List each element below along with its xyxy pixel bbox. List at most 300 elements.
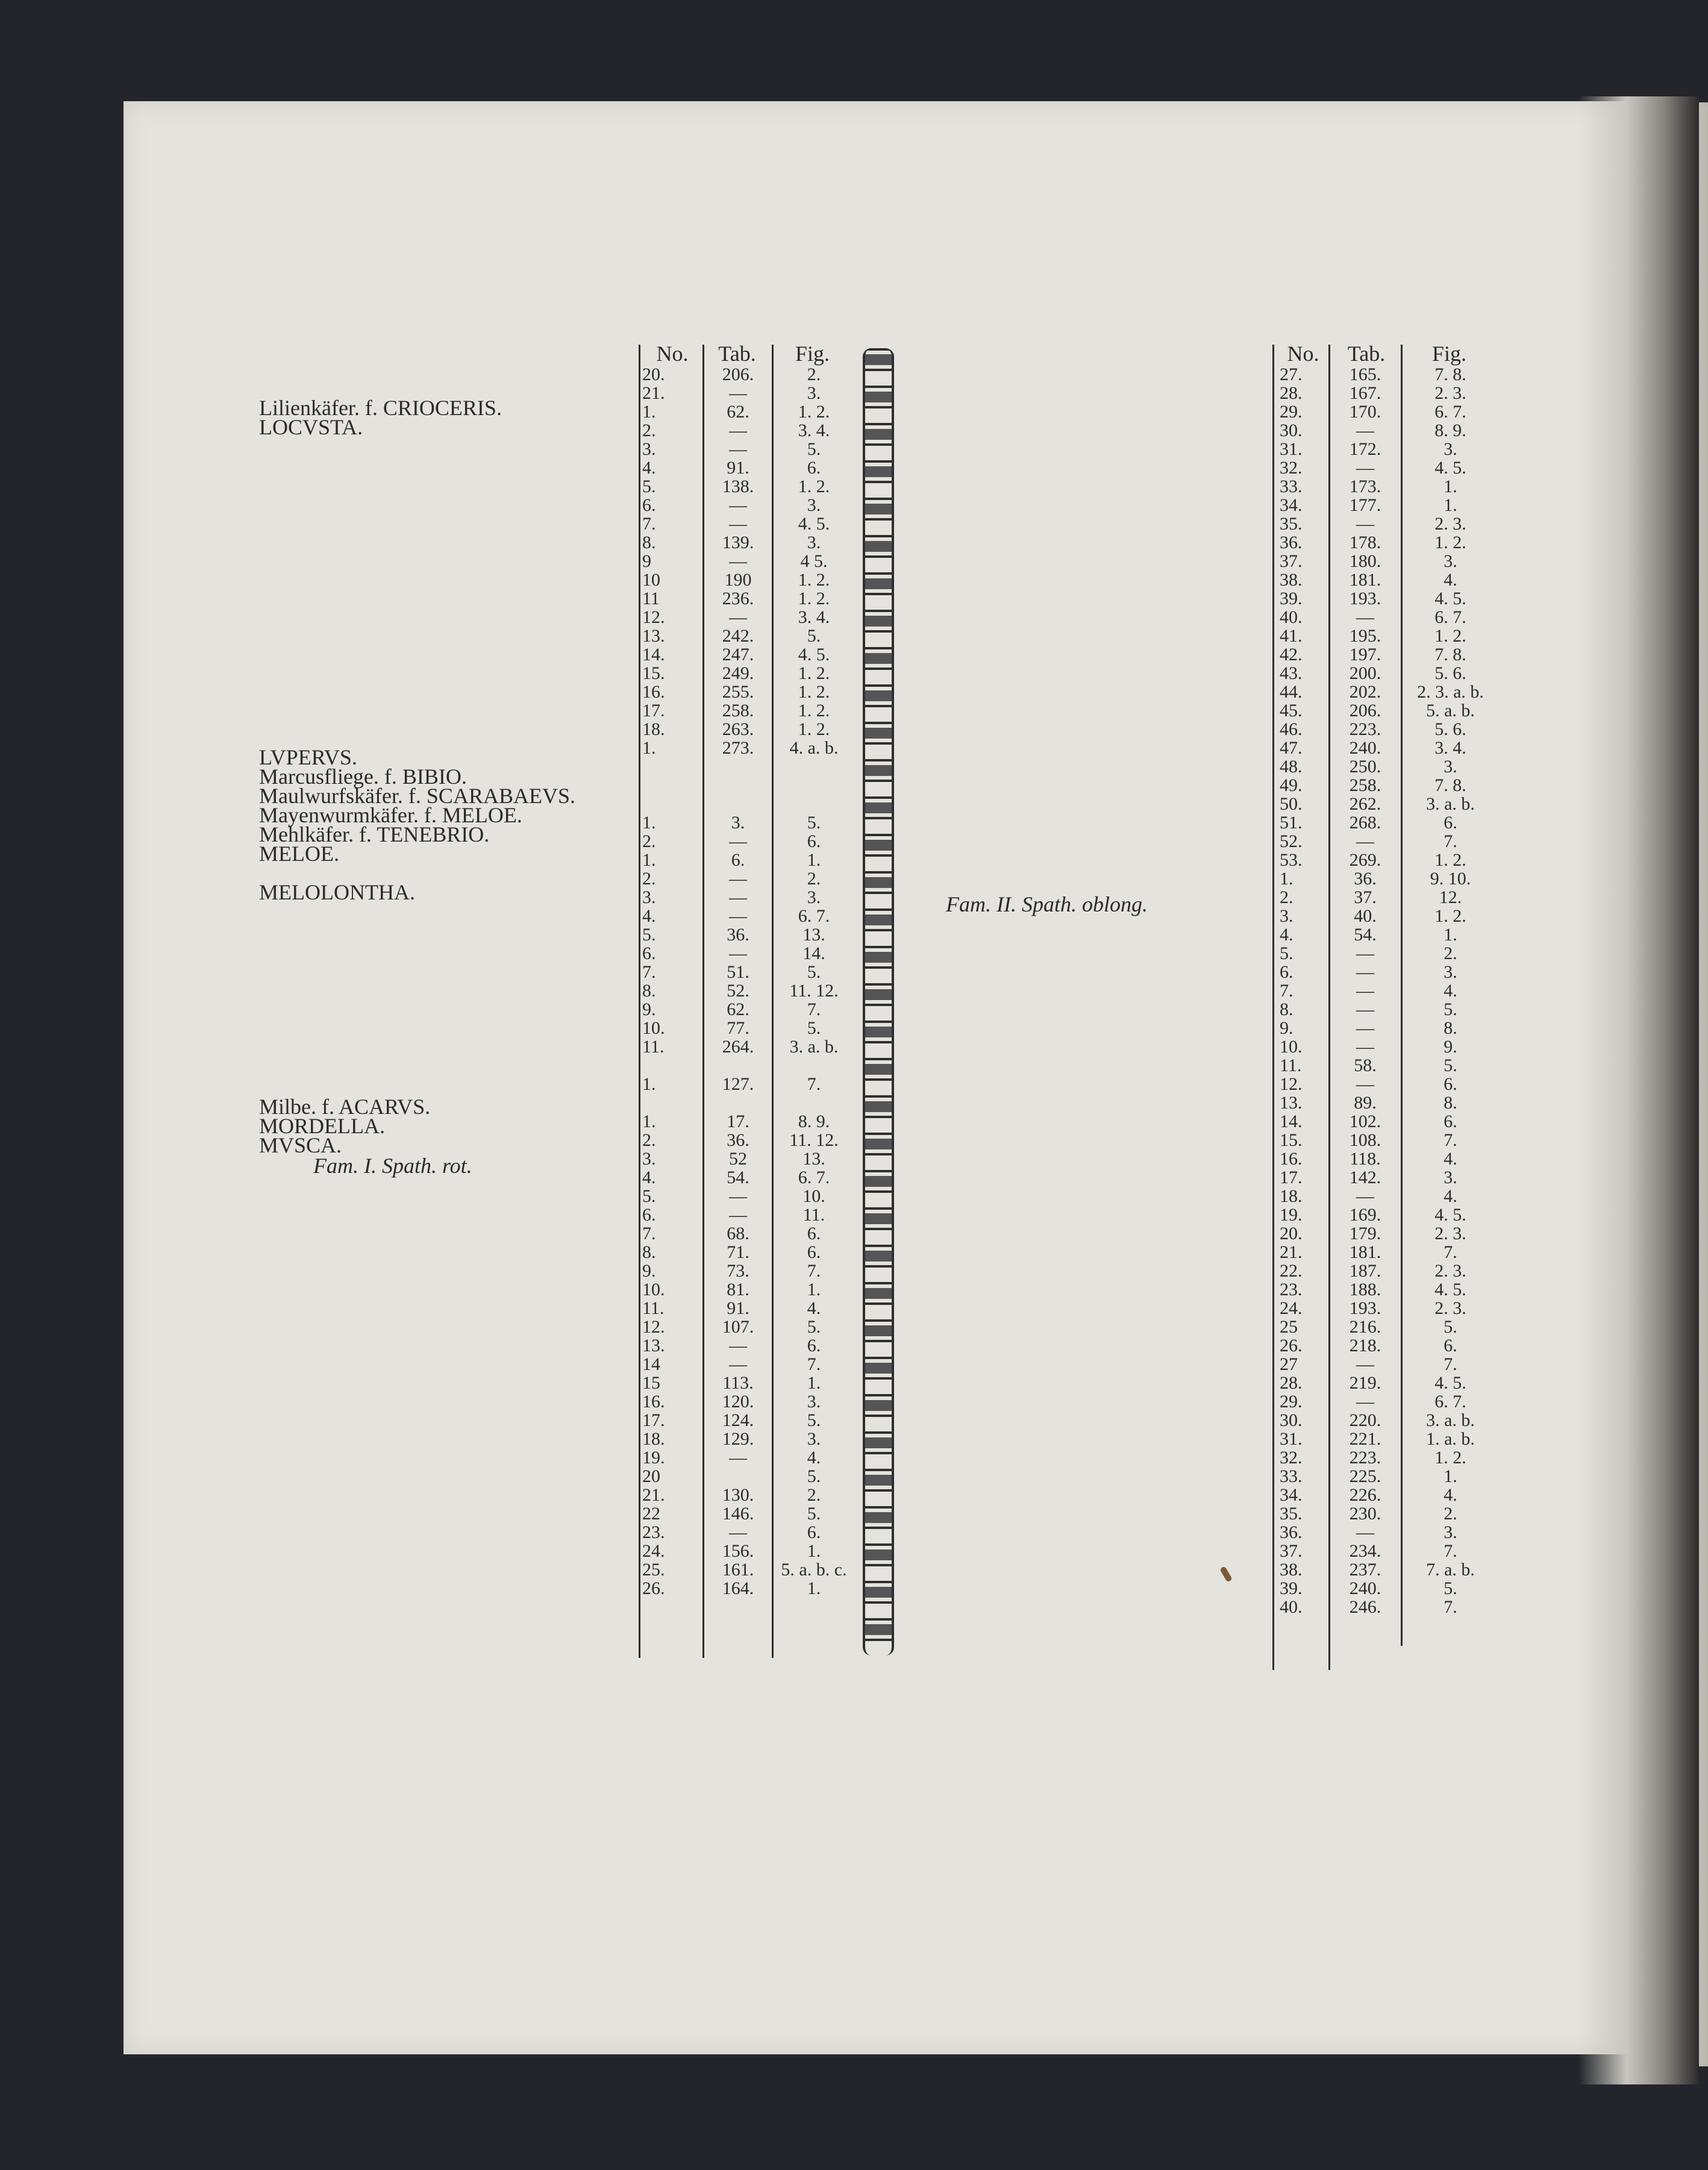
- left-rule-2: [702, 345, 704, 1658]
- table-cell-fig: 1.: [1444, 925, 1457, 945]
- table-cell-tab: 6.: [731, 850, 745, 870]
- table-cell-fig: 7. a. b.: [1426, 1560, 1475, 1580]
- table-cell-tab: —: [729, 421, 747, 440]
- table-cell-no: 40.: [1280, 607, 1303, 627]
- table-cell-no: 6.: [642, 1205, 656, 1225]
- table-cell-fig: 4.: [1444, 981, 1457, 1001]
- left-header-no: No.: [656, 342, 689, 366]
- table-cell-fig: 3.: [807, 1392, 821, 1412]
- table-cell-fig: 1. 2.: [1434, 533, 1466, 552]
- table-cell-tab: 258.: [1349, 775, 1381, 795]
- table-cell-no: [642, 1056, 702, 1075]
- label-mordella: MORDELLA.: [259, 1114, 385, 1138]
- table-cell-fig: 8. 9.: [1434, 421, 1466, 440]
- table-cell-fig: 1. 2.: [798, 402, 830, 422]
- left-column-tab: [705, 365, 771, 1598]
- table-cell-no: [642, 776, 702, 795]
- table-cell-tab: 206.: [722, 364, 754, 384]
- table-cell-no: 40.: [1280, 1597, 1303, 1617]
- table-cell-tab: 139.: [722, 533, 754, 552]
- table-cell-no: 30.: [1280, 421, 1303, 440]
- table-cell-no: 15.: [642, 663, 665, 683]
- table-cell-tab: 73.: [727, 1261, 749, 1281]
- table-cell-tab: 54.: [727, 1168, 749, 1187]
- table-cell-fig: 6. 7.: [798, 906, 830, 926]
- right-rule-1: [1272, 345, 1274, 1670]
- table-cell-tab: 91.: [727, 1298, 749, 1318]
- table-cell-tab: 181.: [1349, 570, 1381, 590]
- table-cell-no: 8.: [1280, 999, 1294, 1019]
- table-cell-tab: 178.: [1349, 533, 1381, 552]
- table-cell-fig: 5.: [807, 1317, 821, 1337]
- table-cell-no: 3.: [642, 439, 656, 459]
- table-cell-no: 9.: [642, 1261, 656, 1281]
- table-cell-fig: 7.: [807, 1354, 821, 1374]
- table-cell-fig: 11. 12.: [789, 981, 839, 1001]
- table-cell-no: 7.: [642, 514, 656, 534]
- table-cell-no: 2.: [642, 831, 656, 851]
- table-cell-tab: 71.: [727, 1242, 749, 1262]
- table-cell-tab: —: [1356, 1186, 1374, 1206]
- left-column-fig: [775, 365, 853, 1598]
- table-cell-fig: 2.: [807, 869, 821, 889]
- table-cell-fig: 6. 7.: [1434, 607, 1466, 627]
- table-cell-no: 17.: [642, 1410, 665, 1430]
- table-cell-tab: 255.: [722, 682, 754, 702]
- decorative-chain-border: [863, 348, 894, 1656]
- table-cell-no: 28.: [1280, 1373, 1303, 1393]
- table-cell-fig: 4. 5.: [1434, 1280, 1466, 1299]
- label-mayenwurmkafer: Mayenwurmkäfer. f. MELOE.: [259, 803, 522, 827]
- table-cell-tab: 197.: [1349, 645, 1381, 664]
- table-cell-tab: 36.: [727, 1130, 749, 1150]
- table-cell-no: 14.: [642, 645, 665, 664]
- table-cell-tab: 264.: [722, 1037, 754, 1057]
- table-cell-fig: 7.: [1444, 831, 1457, 851]
- table-cell-fig: 11.: [802, 1205, 825, 1225]
- table-cell-tab: —: [1356, 981, 1374, 1001]
- table-cell-tab: 40.: [1354, 906, 1377, 926]
- table-cell-no: 5.: [1280, 943, 1294, 963]
- table-cell-tab: 269.: [1349, 850, 1381, 870]
- table-cell-no: 27.: [1280, 364, 1303, 384]
- table-cell-fig: 13.: [802, 925, 825, 945]
- table-cell-no: [642, 795, 702, 813]
- table-cell-fig: 4. 5.: [1434, 1373, 1466, 1393]
- table-cell-fig: 3.: [1444, 551, 1457, 571]
- table-cell-fig: 1. a. b.: [1426, 1429, 1475, 1449]
- table-cell-fig: 2. 3. a. b.: [1417, 682, 1484, 702]
- table-cell-no: 10.: [642, 1280, 665, 1299]
- table-cell-no: 10: [642, 570, 660, 590]
- label-luperus: LVPERVS.: [259, 745, 357, 769]
- table-cell-tab: 17.: [727, 1112, 749, 1131]
- table-cell-fig: 3.: [1444, 757, 1457, 777]
- label-meloe: MELOE.: [259, 842, 339, 866]
- table-cell-no: 25: [1280, 1317, 1298, 1337]
- table-cell-tab: 246.: [1349, 1597, 1381, 1617]
- table-cell-fig: 6.: [807, 831, 821, 851]
- table-cell-tab: 237.: [1349, 1560, 1381, 1580]
- table-cell-no: 18.: [1280, 1186, 1303, 1206]
- table-cell-tab: —: [1356, 514, 1374, 534]
- table-cell-fig: 5.: [807, 626, 821, 646]
- table-cell-tab: 68.: [727, 1224, 749, 1243]
- table-cell-fig: 1.: [807, 1280, 821, 1299]
- table-cell-no: 1.: [642, 850, 656, 870]
- table-cell-no: 21.: [642, 383, 665, 403]
- table-cell-tab: 234.: [1349, 1541, 1381, 1561]
- table-cell-no: 12.: [642, 1317, 665, 1337]
- table-cell-no: 33.: [1280, 477, 1303, 496]
- table-cell-tab: —: [1356, 421, 1374, 440]
- table-cell-fig: 1. 2.: [798, 663, 830, 683]
- table-cell-no: 34.: [1280, 1485, 1303, 1505]
- table-cell-fig: 4.: [807, 1298, 821, 1318]
- table-cell-no: 7.: [1280, 981, 1294, 1001]
- table-cell-no: 17.: [1280, 1168, 1303, 1187]
- table-cell-fig: 4.: [1444, 570, 1457, 590]
- table-cell-fig: 8.: [1444, 1093, 1457, 1113]
- table-cell-tab: 177.: [1349, 495, 1381, 515]
- table-cell-tab: 58.: [1354, 1055, 1377, 1075]
- table-cell-no: 21.: [642, 1485, 665, 1505]
- right-column-fig: [1404, 365, 1497, 1616]
- left-column-no: [642, 365, 702, 1598]
- left-rule-3: [772, 345, 774, 1658]
- table-cell-no: 51.: [1280, 813, 1303, 833]
- right-column-tab: [1331, 365, 1399, 1616]
- table-cell-fig: [775, 1093, 853, 1112]
- table-cell-fig: 1.: [807, 1541, 821, 1561]
- table-cell-no: 2.: [642, 421, 656, 440]
- table-cell-tab: 242.: [722, 626, 754, 646]
- table-cell-fig: 7.: [1444, 1354, 1457, 1374]
- table-cell-tab: —: [729, 869, 747, 889]
- table-cell-fig: 5.: [807, 439, 821, 459]
- table-cell-tab: 62.: [727, 402, 749, 422]
- table-cell-fig: 3.: [807, 383, 821, 403]
- table-cell-tab: —: [729, 607, 747, 627]
- table-cell-tab: 202.: [1349, 682, 1381, 702]
- table-cell-no: 6.: [1280, 962, 1294, 982]
- table-cell-no: 7.: [642, 1224, 656, 1243]
- table-cell-fig: [775, 757, 853, 776]
- table-cell-fig: 2. 3.: [1434, 383, 1466, 403]
- table-cell-tab: 156.: [722, 1541, 754, 1561]
- table-cell-fig: 4 5.: [800, 551, 828, 571]
- table-cell-fig: [775, 795, 853, 813]
- table-cell-fig: 4. 5.: [1434, 458, 1466, 478]
- table-cell-no: 8.: [642, 1242, 656, 1262]
- table-cell-no: 1.: [642, 402, 656, 422]
- label-maulwurfskafer: Maulwurfskäfer. f. SCARABAEVS.: [259, 784, 575, 808]
- table-cell-no: 22.: [1280, 1261, 1303, 1281]
- table-cell-tab: 124.: [722, 1410, 754, 1430]
- table-cell-no: 1.: [642, 1112, 656, 1131]
- table-cell-tab: 193.: [1349, 589, 1381, 608]
- table-cell-tab: 107.: [722, 1317, 754, 1337]
- table-cell-tab: —: [729, 514, 747, 534]
- table-cell-no: 15: [642, 1373, 660, 1393]
- table-cell-no: 39.: [1280, 1578, 1303, 1598]
- table-cell-tab: 230.: [1349, 1504, 1381, 1524]
- table-cell-no: 23.: [642, 1522, 665, 1542]
- table-cell-no: 20: [642, 1466, 660, 1486]
- table-cell-tab: 51.: [727, 962, 749, 982]
- table-cell-tab: 138.: [722, 477, 754, 496]
- table-cell-fig: 7.: [1444, 1597, 1457, 1617]
- table-cell-fig: 8. 9.: [798, 1112, 830, 1131]
- table-cell-fig: 3.: [807, 1429, 821, 1449]
- table-cell-tab: —: [1356, 1037, 1374, 1057]
- table-cell-no: 41.: [1280, 626, 1303, 646]
- table-cell-tab: 188.: [1349, 1280, 1381, 1299]
- table-cell-fig: 9.: [1444, 1037, 1457, 1057]
- table-cell-fig: 4.: [807, 1448, 821, 1468]
- table-cell-fig: 3.: [807, 495, 821, 515]
- table-cell-no: 5.: [642, 925, 656, 945]
- table-cell-no: 9.: [642, 999, 656, 1019]
- table-cell-no: 24.: [642, 1541, 665, 1561]
- table-cell-tab: 258.: [722, 701, 754, 721]
- table-cell-tab: [705, 757, 771, 776]
- table-cell-no: 29.: [1280, 1392, 1303, 1412]
- table-cell-tab: 236.: [722, 589, 754, 608]
- table-cell-no: 52.: [1280, 831, 1303, 851]
- table-cell-tab: [705, 776, 771, 795]
- table-cell-fig: 5.: [1444, 999, 1457, 1019]
- table-cell-fig: 6.: [807, 1224, 821, 1243]
- table-cell-tab: 81.: [727, 1280, 749, 1299]
- table-cell-fig: 2. 3.: [1434, 514, 1466, 534]
- table-cell-no: 3.: [1280, 906, 1294, 926]
- table-cell-no: 31.: [1280, 1429, 1303, 1449]
- table-cell-no: 28.: [1280, 383, 1303, 403]
- table-cell-fig: 6. 7.: [798, 1168, 830, 1187]
- table-cell-no: 16.: [642, 682, 665, 702]
- table-cell-fig: 1.: [807, 850, 821, 870]
- table-cell-tab: —: [1356, 1018, 1374, 1038]
- table-cell-tab: 223.: [1349, 719, 1381, 739]
- table-cell-tab: [705, 1467, 771, 1486]
- table-cell-no: 4.: [642, 1168, 656, 1187]
- table-cell-fig: 3.: [807, 887, 821, 907]
- table-cell-tab: —: [1356, 1354, 1374, 1374]
- table-cell-no: 16.: [1280, 1149, 1303, 1169]
- table-cell-fig: 1. 2.: [1434, 626, 1466, 646]
- table-cell-fig: 4.: [1444, 1149, 1457, 1169]
- table-cell-no: 26.: [1280, 1336, 1303, 1355]
- table-cell-no: 13.: [642, 626, 665, 646]
- table-cell-tab: 240.: [1349, 1578, 1381, 1598]
- table-cell-fig: 1. 2.: [798, 701, 830, 721]
- table-cell-tab: 262.: [1349, 794, 1381, 814]
- table-cell-tab: 180.: [1349, 551, 1381, 571]
- table-cell-fig: 3. 4.: [798, 607, 830, 627]
- table-cell-fig: 1. 2.: [798, 589, 830, 608]
- table-cell-tab: 118.: [1350, 1149, 1381, 1169]
- table-cell-fig: 1. 2.: [1434, 850, 1466, 870]
- table-cell-tab: 263.: [722, 719, 754, 739]
- table-cell-fig: 4.: [1444, 1186, 1457, 1206]
- table-cell-no: 18.: [642, 1429, 665, 1449]
- table-cell-fig: 6. 7.: [1434, 1392, 1466, 1412]
- table-cell-no: [642, 1093, 702, 1112]
- table-cell-no: 13.: [642, 1336, 665, 1355]
- table-cell-fig: 2. 3.: [1434, 1224, 1466, 1243]
- table-cell-tab: —: [1356, 458, 1374, 478]
- table-cell-no: 36.: [1280, 533, 1303, 552]
- table-cell-no: 15.: [1280, 1130, 1303, 1150]
- table-cell-tab: 216.: [1349, 1317, 1381, 1337]
- table-cell-tab: 225.: [1349, 1466, 1381, 1486]
- table-cell-no: 1.: [1280, 869, 1294, 889]
- table-cell-tab: 108.: [1349, 1130, 1381, 1150]
- table-cell-tab: 220.: [1349, 1410, 1381, 1430]
- table-cell-no: 3.: [642, 887, 656, 907]
- table-cell-no: 30.: [1280, 1410, 1303, 1430]
- label-fam1: Fam. I. Spath. rot.: [313, 1154, 472, 1178]
- table-cell-no: 9: [642, 551, 651, 571]
- table-cell-tab: 221.: [1349, 1429, 1381, 1449]
- table-cell-fig: 1.: [1444, 495, 1457, 515]
- table-cell-no: 8.: [642, 981, 656, 1001]
- table-cell-tab: 190: [724, 570, 752, 590]
- table-cell-fig: 2. 3.: [1434, 1298, 1466, 1318]
- table-cell-no: 31.: [1280, 439, 1303, 459]
- table-cell-fig: 3.: [1444, 1522, 1457, 1542]
- table-cell-tab: 52: [729, 1149, 747, 1169]
- table-cell-fig: 12.: [1439, 887, 1462, 907]
- table-cell-fig: 5. 6.: [1434, 663, 1466, 683]
- table-cell-fig: 7.: [1444, 1130, 1457, 1150]
- table-cell-tab: —: [1356, 962, 1374, 982]
- table-cell-fig: 6.: [1444, 1074, 1457, 1094]
- right-header-no: No.: [1287, 342, 1319, 366]
- table-cell-fig: 11. 12.: [789, 1130, 839, 1150]
- label-musca: MVSCA.: [259, 1133, 342, 1157]
- table-cell-fig: 1.: [1444, 1466, 1457, 1486]
- table-cell-tab: 113.: [722, 1373, 754, 1393]
- table-cell-fig: 4. a. b.: [789, 738, 839, 758]
- table-cell-fig: 3. a. b.: [1426, 794, 1475, 814]
- table-cell-tab: —: [729, 1186, 747, 1206]
- label-lilienkafer: Lilienkäfer. f. CRIOCERIS.: [259, 396, 502, 420]
- table-cell-fig: 4. 5.: [798, 514, 830, 534]
- table-cell-no: 39.: [1280, 589, 1303, 608]
- table-cell-tab: —: [729, 1205, 747, 1225]
- table-cell-no: 12.: [642, 607, 665, 627]
- table-cell-tab: —: [1356, 999, 1374, 1019]
- table-cell-no: 8.: [642, 533, 656, 552]
- table-cell-tab: 250.: [1349, 757, 1381, 777]
- table-cell-no: 2.: [642, 1130, 656, 1150]
- table-cell-no: 20.: [1280, 1224, 1303, 1243]
- table-cell-tab: —: [1356, 1392, 1374, 1412]
- table-cell-tab: 62.: [727, 999, 749, 1019]
- table-cell-no: 22: [642, 1504, 660, 1524]
- table-cell-no: 50.: [1280, 794, 1303, 814]
- table-cell-no: 37.: [1280, 1541, 1303, 1561]
- table-cell-no: 2.: [642, 869, 656, 889]
- table-cell-tab: —: [1356, 943, 1374, 963]
- table-cell-no: 1.: [642, 738, 656, 758]
- right-header-tab: Tab.: [1347, 342, 1386, 366]
- table-cell-fig: 1. 2.: [1434, 1448, 1466, 1468]
- table-cell-fig: 5.: [807, 962, 821, 982]
- table-cell-no: 48.: [1280, 757, 1303, 777]
- table-cell-fig: 3.: [1444, 439, 1457, 459]
- left-rule-1: [639, 345, 640, 1658]
- table-cell-tab: 3.: [731, 813, 745, 833]
- table-cell-no: 1.: [642, 1074, 656, 1094]
- table-cell-tab: 206.: [1349, 701, 1381, 721]
- table-cell-no: [642, 757, 702, 776]
- table-cell-fig: 3.: [807, 533, 821, 552]
- table-cell-tab: 52.: [727, 981, 749, 1001]
- table-cell-no: 32.: [1280, 458, 1303, 478]
- left-header-tab: Tab.: [718, 342, 756, 366]
- table-cell-tab: 54.: [1354, 925, 1377, 945]
- table-cell-tab: 187.: [1349, 1261, 1381, 1281]
- table-cell-tab: 142.: [1349, 1168, 1381, 1187]
- table-cell-tab: 89.: [1354, 1093, 1377, 1113]
- table-cell-fig: 9. 10.: [1430, 869, 1471, 889]
- table-cell-no: 21.: [1280, 1242, 1303, 1262]
- table-cell-tab: —: [729, 943, 747, 963]
- table-cell-no: 27: [1280, 1354, 1298, 1374]
- table-cell-tab: —: [729, 1448, 747, 1468]
- table-cell-tab: —: [1356, 607, 1374, 627]
- table-cell-fig: 7.: [807, 999, 821, 1019]
- table-cell-fig: 1. 2.: [1434, 906, 1466, 926]
- table-cell-fig: 4. 5.: [1434, 1205, 1466, 1225]
- table-cell-fig: 2.: [807, 364, 821, 384]
- table-cell-fig: 6.: [1444, 813, 1457, 833]
- label-milbe: Milbe. f. ACARVS.: [259, 1095, 431, 1119]
- table-cell-fig: 10.: [802, 1186, 825, 1206]
- table-cell-fig: 4.: [1444, 1485, 1457, 1505]
- table-cell-fig: 5.: [807, 1466, 821, 1486]
- table-cell-fig: 3. 4.: [1434, 738, 1466, 758]
- table-cell-tab: 102.: [1349, 1112, 1381, 1131]
- table-cell-tab: 170.: [1349, 402, 1381, 422]
- table-cell-no: 3.: [642, 1149, 656, 1169]
- table-cell-tab: 218.: [1349, 1336, 1381, 1355]
- table-cell-tab: 247.: [722, 645, 754, 664]
- spine-shadow: [1578, 96, 1699, 2084]
- right-column-no: [1280, 365, 1328, 1616]
- table-cell-no: 9.: [1280, 1018, 1294, 1038]
- table-cell-no: 11: [642, 589, 660, 608]
- table-cell-no: 12.: [1280, 1074, 1303, 1094]
- table-cell-fig: 2. 3.: [1434, 1261, 1466, 1281]
- table-cell-fig: [775, 1056, 853, 1075]
- table-cell-tab: —: [729, 551, 747, 571]
- table-cell-tab: [705, 1093, 771, 1112]
- table-cell-fig: 7.: [807, 1261, 821, 1281]
- label-mehlkafer: Mehlkäfer. f. TENEBRIO.: [259, 822, 490, 846]
- table-cell-no: 13.: [1280, 1093, 1303, 1113]
- table-cell-no: 4.: [642, 906, 656, 926]
- table-cell-fig: 6.: [807, 1522, 821, 1542]
- table-cell-fig: 3. a. b.: [789, 1037, 839, 1057]
- table-cell-fig: 1.: [807, 1578, 821, 1598]
- table-cell-tab: 273.: [722, 738, 754, 758]
- table-cell-fig: 5.: [1444, 1317, 1457, 1337]
- table-cell-tab: 226.: [1349, 1485, 1381, 1505]
